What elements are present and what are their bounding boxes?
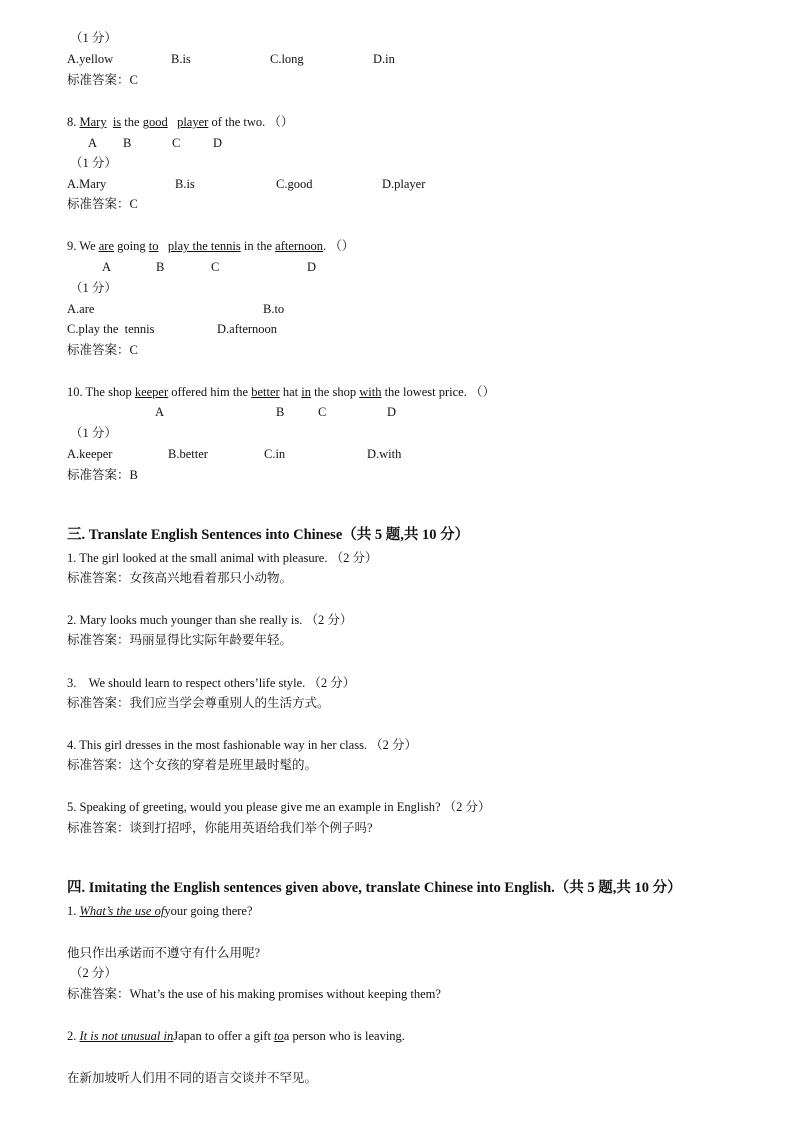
q9-option-a: A.are [67, 302, 95, 316]
q7-score: （1 分） [70, 31, 117, 45]
q10-option-c: C.in [264, 447, 286, 461]
q8-option-c: C.good [276, 177, 313, 191]
s4-item1-sentence: 1. What’s the use ofyour going there? [67, 904, 253, 918]
q9-option-c: C.play the tennis [67, 322, 155, 336]
q9-letter-b: B [156, 260, 165, 274]
q9-letter-c: C [211, 260, 220, 274]
s4-item1-score: （2 分） [70, 966, 117, 980]
q7-option-b: B.is [171, 52, 191, 66]
q8-option-b: B.is [175, 177, 195, 191]
s3-q4: 4. This girl dresses in the most fashionable way in her class. （2 分） [67, 738, 418, 752]
s4-item2-sentence: 2. It is not unusual inJapan to offer a gift toa person who is leaving. [67, 1029, 405, 1043]
q10-score: （1 分） [70, 426, 117, 440]
q9-option-b: B.to [263, 302, 285, 316]
section3-title: 三. Translate English Sentences into Chinese（共 5 题,共 10 分） [67, 527, 470, 543]
q10-answer: 标准答案：B [67, 468, 138, 482]
q9-letter-d: D [307, 260, 317, 274]
s3-a4: 标准答案：这个女孩的穿着是班里最时髦的。 [67, 758, 318, 772]
q8-option-a: A.Mary [67, 177, 107, 191]
s3-q5: 5. Speaking of greeting, would you please give me an example in English? （2 分） [67, 800, 491, 814]
q8-letter-a: A [88, 136, 98, 150]
q7-answer: 标准答案：C [67, 73, 138, 87]
s3-q2: 2. Mary looks much younger than she really is. （2 分） [67, 613, 353, 627]
q7-option-c: C.long [270, 52, 304, 66]
q10-option-a: A.keeper [67, 447, 113, 461]
section4-title: 四. Imitating the English sentences given above, translate Chinese into English.（共 5 题,共 10 分） [67, 880, 682, 896]
q9-question: 9. We are going to play the tennis in the afternoon. （） [67, 239, 355, 253]
s3-a5: 标准答案：谈到打招呼，你能用英语给我们举个例子吗? [67, 821, 373, 835]
q8-option-d: D.player [382, 177, 426, 191]
q7-option-a: A.yellow [67, 52, 114, 66]
q7-option-d: D.in [373, 52, 395, 66]
q8-underline-b: is [112, 115, 122, 129]
q8-answer: 标准答案：C [67, 197, 138, 211]
q8-letter-d: D [213, 136, 223, 150]
s4-item1-answer: 标准答案：What’s the use of his making promises without keeping them? [67, 987, 441, 1001]
s3-a3: 标准答案：我们应当学会尊重别人的生活方式。 [67, 696, 330, 710]
q9-option-d: D.afternoon [217, 322, 278, 336]
q8-letter-c: C [172, 136, 181, 150]
s3-q1: 1. The girl looked at the small animal with pleasure. （2 分） [67, 551, 378, 565]
s3-q3: 3. We should learn to respect others’life style. （2 分） [67, 676, 356, 690]
s3-a2: 标准答案：玛丽显得比实际年龄要年轻。 [67, 633, 293, 647]
q10-letter-d: D [387, 405, 397, 419]
q10-letter-b: B [276, 405, 285, 419]
q9-score: （1 分） [70, 281, 117, 295]
q10-letter-c: C [318, 405, 327, 419]
q8-letter-b: B [123, 136, 132, 150]
s3-a1: 标准答案：女孩高兴地看着那只小动物。 [67, 571, 293, 585]
q9-letter-a: A [102, 260, 112, 274]
q10-letter-a: A [155, 405, 165, 419]
s4-item1-chinese: 他只作出承诺而不遵守有什么用呢? [67, 946, 261, 960]
s4-item2-chinese: 在新加坡听人们用不同的语言交谈并不罕见。 [67, 1071, 318, 1085]
q10-option-d: D.with [367, 447, 402, 461]
q8-score: （1 分） [70, 156, 117, 170]
q10-question: 10. The shop keeper offered him the better hat in the shop with the lowest price. （） [67, 385, 495, 399]
q8-question: 8. Mary is the good player of the two. （） [67, 115, 294, 129]
q9-answer: 标准答案：C [67, 343, 138, 357]
q10-option-b: B.better [168, 447, 208, 461]
